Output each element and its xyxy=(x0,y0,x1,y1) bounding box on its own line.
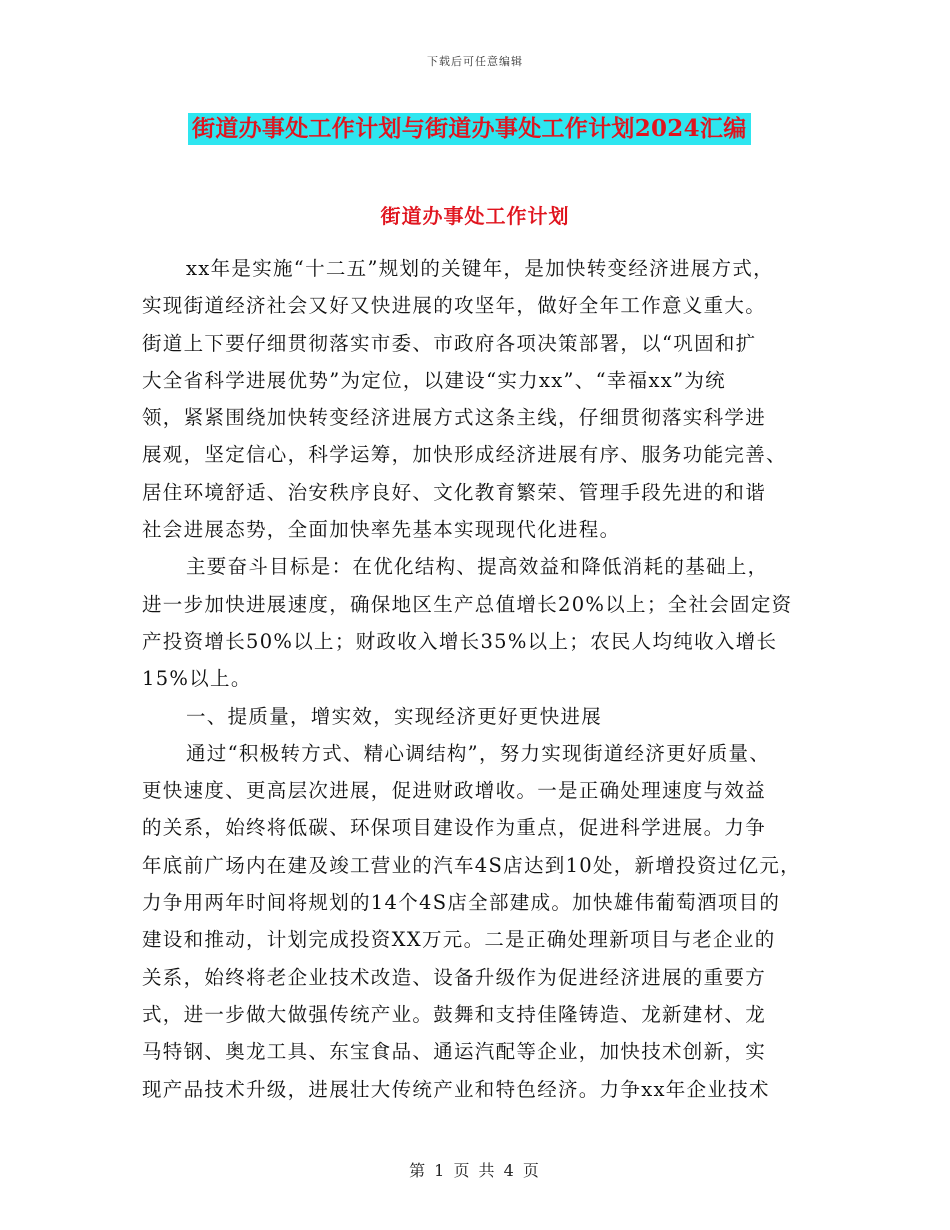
page-number: 第 1 页 共 4 页 xyxy=(409,1161,541,1180)
paragraph-line: 的关系，始终将低碳、环保项目建设作为重点，促进科学进展。力争 xyxy=(142,816,767,840)
section-title: 街道办事处工作计划 xyxy=(380,204,570,228)
document-title: 街道办事处工作计划与街道办事处工作计划2024汇编 xyxy=(188,113,751,145)
paragraph-line: 建设和推动，计划完成投资XX万元。二是正确处理新项目与老企业的 xyxy=(142,928,776,952)
paragraph-line: 街道上下要仔细贯彻落实市委、市政府各项决策部署，以“巩固和扩 xyxy=(142,331,757,355)
paragraph-line: 年底前广场内在建及竣工营业的汽车4S店达到10处，新增投资过亿元， xyxy=(142,853,801,877)
body-text xyxy=(142,250,842,1108)
header-note: 下载后可任意编辑 xyxy=(427,55,523,68)
paragraph-line: 15%以上。 xyxy=(142,667,252,691)
paragraph-line: 大全省科学进展优势”为定位，以建设“实力xx”、“幸福xx”为统 xyxy=(142,368,726,392)
paragraph-line: 产投资增长50%以上；财政收入增长35%以上；农民人均纯收入增长 xyxy=(142,629,778,653)
paragraph-line: xx年是实施“十二五”规划的关键年，是加快转变经济进展方式， xyxy=(186,257,774,280)
paragraph-line: 通过“积极转方式、精心调结构”，努力实现街道经济更好质量、 xyxy=(186,741,771,765)
paragraph-line: 进一步加快进展速度，确保地区生产总值增长20%以上；全社会固定资 xyxy=(142,592,793,616)
paragraph-line: 展观，坚定信心，科学运筹，加快形成经济进展有序、服务功能完善、 xyxy=(142,443,787,467)
paragraph-line: 马特钢、奥龙工具、东宝食品、通运汽配等企业，加快技术创新，实 xyxy=(142,1040,767,1064)
paragraph-line: 力争用两年时间将规划的14个4S店全部建成。加快雄伟葡萄酒项目的 xyxy=(142,891,781,915)
paragraph-line: 社会进展态势，全面加快率先基本实现现代化进程。 xyxy=(142,518,621,542)
section-heading-line: 一、提质量，增实效，实现经济更好更快进展 xyxy=(186,704,603,728)
paragraph-line: 关系，始终将老企业技术改造、设备升级作为促进经济进展的重要方 xyxy=(142,965,767,989)
paragraph-line: 式，进一步做大做强传统产业。鼓舞和支持佳隆铸造、龙新建材、龙 xyxy=(142,1002,767,1026)
paragraph-line: 更快速度、更高层次进展，促进财政增收。一是正确处理速度与效益 xyxy=(142,779,767,803)
paragraph-line: 实现街道经济社会又好又快进展的攻坚年，做好全年工作意义重大。 xyxy=(142,294,767,318)
paragraph-line: 现产品技术升级，进展壮大传统产业和特色经济。力争xx年企业技术 xyxy=(142,1077,770,1101)
paragraph-line: 主要奋斗目标是：在优化结构、提高效益和降低消耗的基础上， xyxy=(186,555,769,579)
paragraph-line: 领，紧紧围绕加快转变经济进展方式这条主线，仔细贯彻落实科学进 xyxy=(142,406,767,430)
paragraph-line: 居住环境舒适、治安秩序良好、文化教育繁荣、管理手段先进的和谐 xyxy=(142,480,767,504)
